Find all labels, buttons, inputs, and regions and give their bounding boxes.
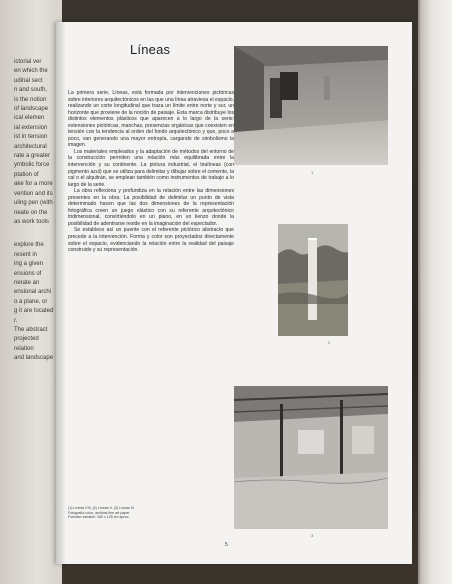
previous-page-line: rate a greater [14, 153, 51, 160]
previous-page-line: ictorial ver [14, 59, 42, 65]
paragraph: La primera serie, Líneas, está formada por intervenciones pictóricas sobre interiores arquitectónicos en las que una línea atraviesa el espacio, realizando un corte longitudinal que traza un límite entre norte y sur, un horizonte que proviene de la noción de paisaje. Esta marca distribuye los distintos elementos plásticos que aparecen a lo largo de la serie: extensiones pictóricas, manchas, presencias orgánicas que coexisten en tensión con la tendencia al orden del fondo arquitectónico y que, poco a poco, van generando una mayor entropía, cargando de simbolismo la imagen. [68, 90, 234, 149]
previous-page-line: explore the [14, 242, 44, 249]
caption-line: Fotografía color, archival fine art paper [68, 510, 130, 515]
body-text [68, 90, 234, 254]
previous-page-line: udinal sect [14, 77, 43, 84]
paragraph: Se establece así un puente con el referente pictórico abstracto que precede a la intervención. Forma y color son proyectados directamente sobre el espacio, evidenciando la relación entre la realidad del paisaje construido y su representación. [68, 227, 234, 254]
previous-page-line: ymbolic force [14, 162, 50, 169]
previous-page-line: ptation of [14, 171, 39, 178]
photo-caption [68, 506, 198, 520]
photo-concrete-room [234, 46, 388, 165]
paragraph: Los materiales empleados y la adaptación de métodos del entorno de la construcción permiten una relación más equilibrada entre la intervención y su continente. La pintura industrial, el tiralíneas (con pigmento azul) que se utiliza para delimitar y dibujar sobre el cemento, la cal o el alquitrán, se emplean también como instrumentos de trabajo a lo largo de la serie. [68, 148, 234, 188]
previous-page-line: vention and its [14, 190, 53, 197]
previous-page-line: ical elemen [14, 115, 45, 122]
previous-page-edge [0, 0, 62, 584]
book-page-stack-edge [418, 0, 452, 584]
photo-columned-interior [234, 386, 388, 529]
previous-page-text [14, 58, 62, 364]
previous-page-line: projected [14, 336, 39, 343]
previous-page-line: architectural [14, 143, 47, 150]
previous-page-line: relation [14, 345, 34, 352]
previous-page-line: resent in [14, 251, 38, 258]
previous-page-line: The abstract [14, 326, 48, 333]
previous-page-line: uling pen (with [14, 200, 53, 207]
caption-line: Formato variable: 160 x 125 cm aprox. [68, 515, 130, 520]
book-page [56, 22, 412, 564]
previous-page-line: of landscape [14, 106, 49, 113]
page-title: Líneas [130, 42, 171, 57]
previous-page-line: and landscape [14, 355, 54, 362]
photo-number: 3 [311, 533, 314, 538]
previous-page-line: ist in tension [14, 134, 48, 141]
previous-page-line: as work tools [14, 218, 50, 225]
previous-page-line: ial extension [14, 124, 48, 131]
previous-page-line: ake for a more [14, 181, 53, 188]
caption-line: (1) Líneas VIII, (2) Líneas II, (3) Líneas IX [68, 506, 135, 510]
previous-page-line: nerate an [14, 279, 40, 286]
paragraph: La obra reflexiona y profundiza en la relación entre las dimensiones presentes en la obra. La posibilidad de delimitar un punto de vista determinado hacen que las dos dimensiones de la representación fotográfica creen un juego elástico con su referente arquitectónico tridimensional, convirtiéndolo en un plano, en un lienzo donde la posibilidad de adentrarse reside en la imaginación del espectador. [68, 188, 234, 227]
previous-page-line: en which the [14, 68, 48, 75]
previous-page-line [14, 227, 62, 241]
photo-panel-in-field [278, 224, 348, 336]
previous-page-line: ing a given [14, 261, 44, 268]
previous-page-line: g it are located [14, 308, 54, 315]
previous-page-line: r. [14, 317, 18, 324]
photo-number: 2 [328, 340, 331, 345]
page-number: 5 [225, 542, 228, 548]
photo-number: 1 [311, 170, 314, 175]
previous-page-line: n and south, [14, 87, 48, 94]
previous-page-line: neate on the [14, 209, 48, 216]
previous-page-line: ensional archi [14, 289, 52, 296]
previous-page-line: o a plane, or [14, 298, 48, 305]
previous-page-line: ensions of [14, 270, 42, 277]
previous-page-line: is the notion [14, 96, 47, 103]
